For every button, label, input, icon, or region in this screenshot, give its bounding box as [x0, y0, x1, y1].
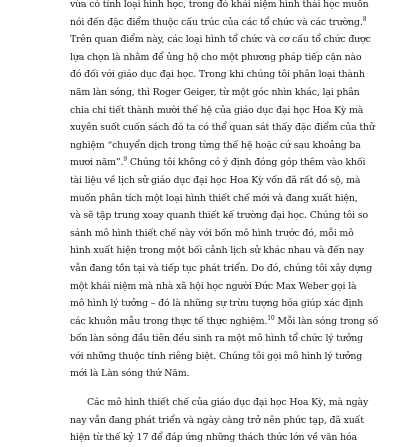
body-text	[70, 0, 379, 447]
text-line: vẫn đang tồn tại và tiếp tục phát triển. Do đó, chúng tôi xây dựng	[70, 262, 373, 274]
text-line: muốn phân tích một loại hình thiết chế mới và đang xuất hiện,	[70, 192, 358, 204]
text-line-content: mươi năm”.	[70, 157, 124, 169]
paragraph-1	[70, 0, 379, 383]
footnote-mark: 9	[123, 156, 128, 164]
text-line	[70, 14, 367, 32]
text-line	[70, 313, 379, 331]
text-line: mô hình lý tưởng – đó là những sự trừu tượng hóa giúp xác định	[70, 298, 364, 310]
text-line: Trên quan điểm này, các loại hình tổ chức và cơ cấu tổ chức được	[70, 34, 371, 46]
text-line-content: các khuôn mẫu trong thực tế thực nghiệm.	[70, 315, 268, 327]
text-line: vừa có tính loại hình học, trong đó khái niệm hình thái học muốn	[70, 0, 369, 10]
text-line: sánh mô hình thiết chế này với bốn mô hình trước đó, mỗi mô	[70, 227, 354, 239]
text-line: hiện từ thế kỷ 17 để đáp ứng những thách thức lớn về văn hóa	[70, 432, 357, 444]
text-line: một khái niệm mà nhà xã hội học người Đức Max Weber gọi là	[70, 280, 357, 292]
text-line: nghiệm “chuyển dịch trong từng thế hệ hoặc cứ sau khoảng ba	[70, 139, 361, 151]
text-line: với những thuộc tính riêng biệt. Chúng tôi gọi mô hình lý tưởng	[70, 350, 363, 362]
text-line: và sẽ tập trung xoay quanh thiết kế trường đại học. Chúng tôi so	[70, 210, 369, 222]
text-line: tài liệu về lịch sử giáo dục đại học Hoa Kỳ vốn đã rất đồ sộ, mà	[70, 174, 361, 186]
text-line: lựa chọn là nhằm để ủng hộ cho một phương pháp tiếp cận nào	[70, 51, 362, 63]
text-line-content: nói đến đặc điểm thuộc cấu trúc của các tổ chức và các trường.	[70, 16, 363, 28]
text-line	[70, 154, 366, 172]
text-line-content: Mỗi làn sóng trong số	[274, 315, 379, 327]
text-line: hình xuất hiện trong một bối cảnh lịch sử khác nhau và đến nay	[70, 245, 364, 257]
text-line: năm làn sóng, thì Roger Geiger, từ một góc nhìn khác, lại phân	[70, 86, 360, 98]
text-line: xuyên suốt cuốn sách đó ta có thể quan sát thấy đặc điểm của thử	[70, 122, 375, 134]
text-line: bốn làn sóng đầu tiên đều sinh ra một mô hình tổ chức lý tưởng	[70, 333, 364, 345]
text-line: đó đối với giáo dục đại học. Trong khi chúng tôi phân loại thành	[70, 69, 365, 81]
text-line: nay vẫn đang phát triển và ngày càng trở nên phức tạp, đã xuất	[70, 414, 364, 426]
text-line: chia chi tiết thành mười thế hệ của giáo dục đại học Hoa Kỳ mà	[70, 104, 364, 116]
text-line: mới là Làn sóng thứ Năm.	[70, 368, 190, 380]
paragraph-2	[70, 394, 369, 447]
footnote-mark: 8	[362, 15, 367, 23]
text-line: Các mô hình thiết chế của giáo dục đại học Hoa Kỳ, mà ngày	[87, 397, 369, 409]
footnote-mark: 10	[267, 314, 275, 322]
text-line-content: Chúng tôi không có ý định đóng góp thêm vào khối	[127, 157, 366, 169]
